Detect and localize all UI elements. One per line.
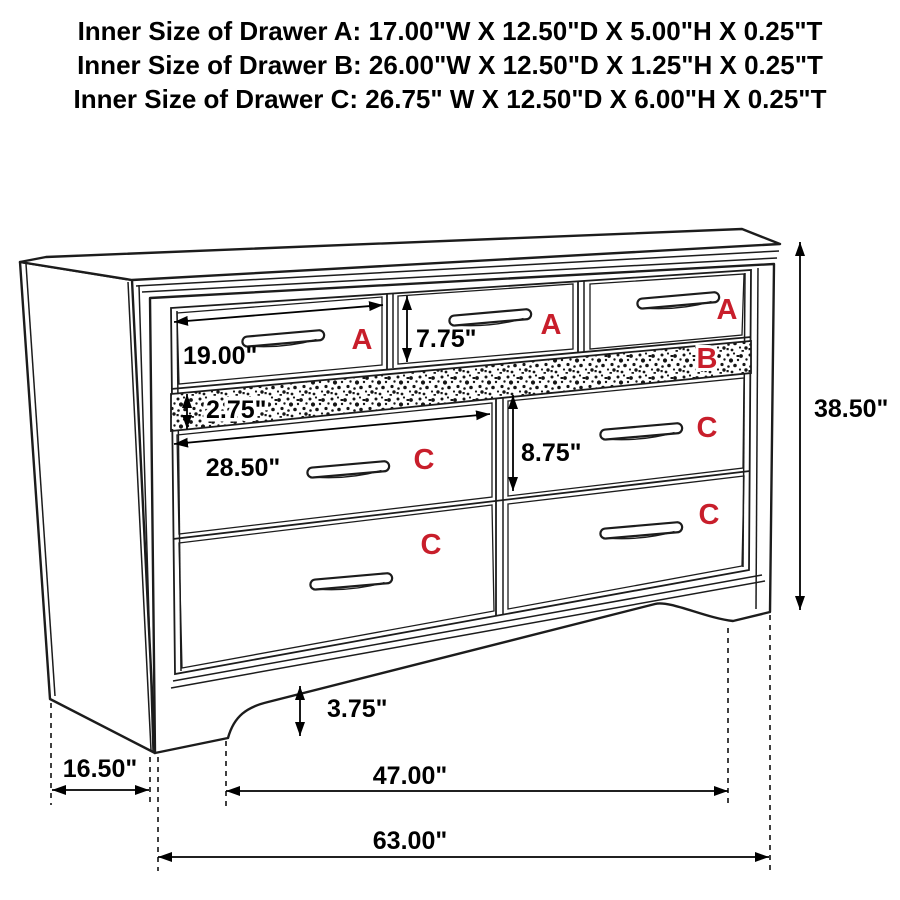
dimension-label-lower-drawer-width: 28.50" (205, 454, 281, 482)
dimension-label-lower-drawer-height: 8.75" (521, 439, 582, 467)
dimension-label-top-row-height: 7.75" (416, 325, 477, 353)
drawer-a-inner-size-note: Inner Size of Drawer A: 17.00"W X 12.50"D X 5.00"H X 0.25"T (77, 16, 823, 46)
drawer-c1-label: C (413, 444, 435, 476)
dimension-label-side-depth: 16.50" (62, 755, 138, 783)
dimension-label-jewelry-drawer-height: 2.75" (206, 396, 267, 424)
drawer-b-label: B (696, 343, 718, 375)
drawer-a2-label: A (540, 309, 562, 341)
drawer-c2-label: C (696, 412, 718, 444)
drawer-a1-label: A (351, 324, 373, 356)
dimension-label-overall-width: 63.00" (372, 827, 448, 855)
dimension-label-overall-height: 38.50" (814, 395, 889, 423)
dresser-illustration (20, 229, 780, 753)
drawer-c4-label: C (698, 499, 720, 531)
drawer-a3-label: A (716, 294, 738, 326)
drawer-b-inner-size-note: Inner Size of Drawer B: 26.00"W X 12.50"D X 1.25"H X 0.25"T (77, 50, 823, 80)
side-panel (20, 262, 155, 753)
dimension-label-leg-span-width: 47.00" (372, 762, 448, 790)
dimension-label-foot-height: 3.75" (327, 695, 388, 723)
drawer-c3-label: C (420, 529, 442, 561)
drawer-c-inner-size-note: Inner Size of Drawer C: 26.75" W X 12.50"D X 6.00"H X 0.25"T (73, 84, 827, 114)
dimension-label-drawer-a-width: 19.00" (183, 342, 258, 370)
